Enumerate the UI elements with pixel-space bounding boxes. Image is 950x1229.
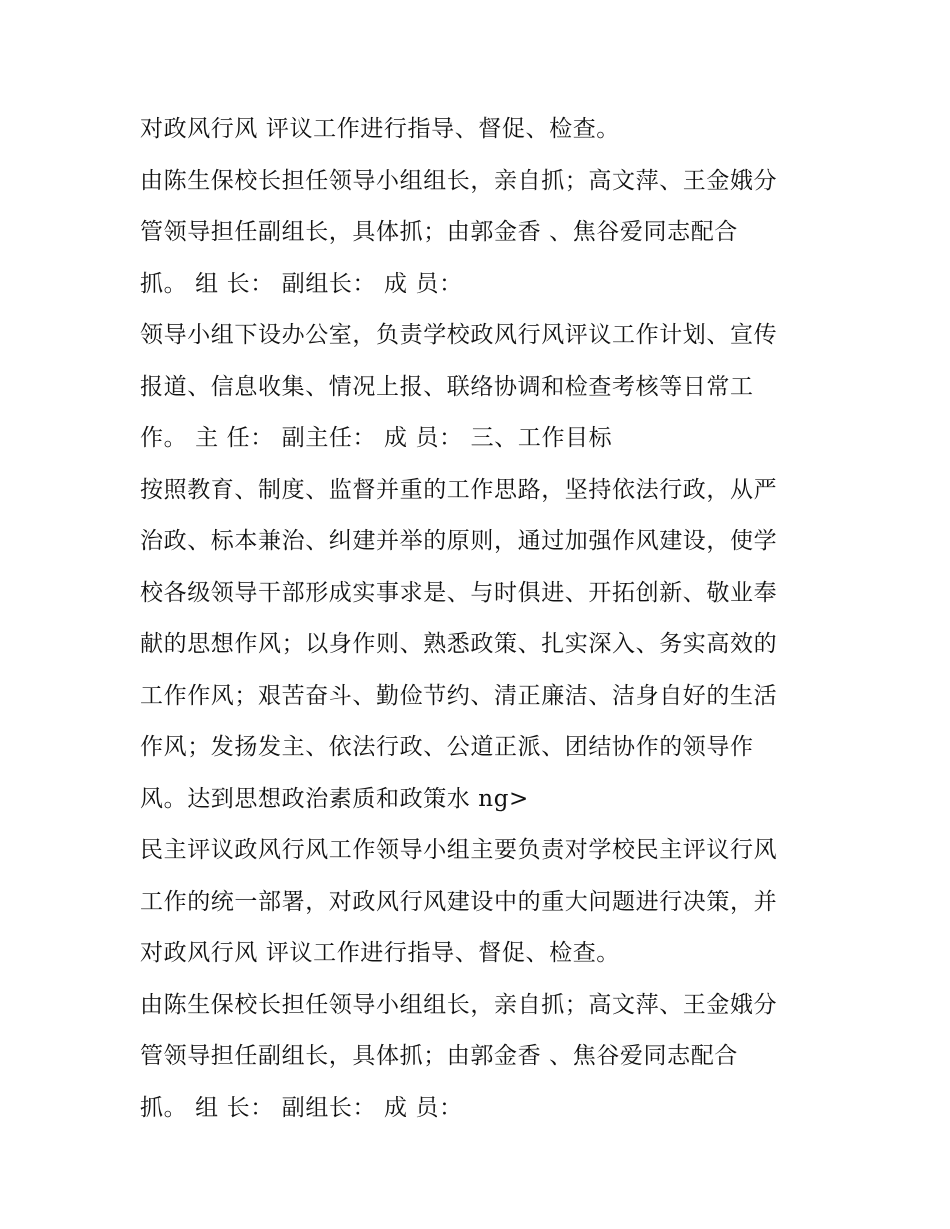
text-line: 报道、信息收集、情况上报、联络协调和检查考核等日常工	[140, 373, 754, 400]
text-line: 工作的统一部署，对政风行风建设中的重大问题进行决策，并	[140, 888, 778, 915]
text-line: 治政、标本兼治、纠建并举的原则，通过加强作风建设，使学	[140, 528, 778, 554]
document-body	[140, 104, 820, 1134]
text-line: 风。达到思想政治素质和政策水 ng>	[140, 785, 529, 812]
text-line: 领导小组下设办公室，负责学校政风行风评议工作计划、宣传	[140, 322, 778, 348]
text-line: 对政风行风 评议工作进行指导、督促、检查。	[140, 940, 620, 966]
text-line: 管领导担任副组长，具体抓；由郭金香 、焦谷爱同志配合	[140, 1043, 738, 1069]
text-line: 抓。 组 长： 副组长： 成 员：	[140, 270, 463, 297]
text-line: 由陈生保校长担任领导小组组长，亲自抓；高文萍、王金娥分	[140, 167, 778, 194]
text-line: 民主评议政风行风工作领导小组主要负责对学校民主评议行风	[140, 837, 778, 863]
text-line: 作风；发扬发主、依法行政、公道正派、团结协作的领导作	[140, 734, 754, 760]
text-line: 抓。 组 长： 副组长： 成 员：	[140, 1094, 463, 1121]
text-line: 按照教育、制度、监督并重的工作思路，坚持依法行政，从严	[140, 476, 778, 503]
text-line: 作。 主 任： 副主任： 成 员： 三、工作目标	[140, 425, 613, 451]
text-line: 校各级领导干部形成实事求是、与时俱进、开拓创新、敬业奉	[140, 579, 778, 606]
text-line: 由陈生保校长担任领导小组组长，亲自抓；高文萍、王金娥分	[140, 991, 778, 1018]
text-line: 管领导担任副组长，具体抓；由郭金香 、焦谷爱同志配合	[140, 219, 738, 245]
text-line: 工作作风；艰苦奋斗、勤俭节约、清正廉洁、洁身自好的生活	[140, 682, 778, 709]
text-line: 对政风行风 评议工作进行指导、督促、检查。	[140, 116, 620, 142]
text-line: 献的思想作风；以身作则、熟悉政策、扎实深入、务实高效的	[140, 631, 778, 657]
